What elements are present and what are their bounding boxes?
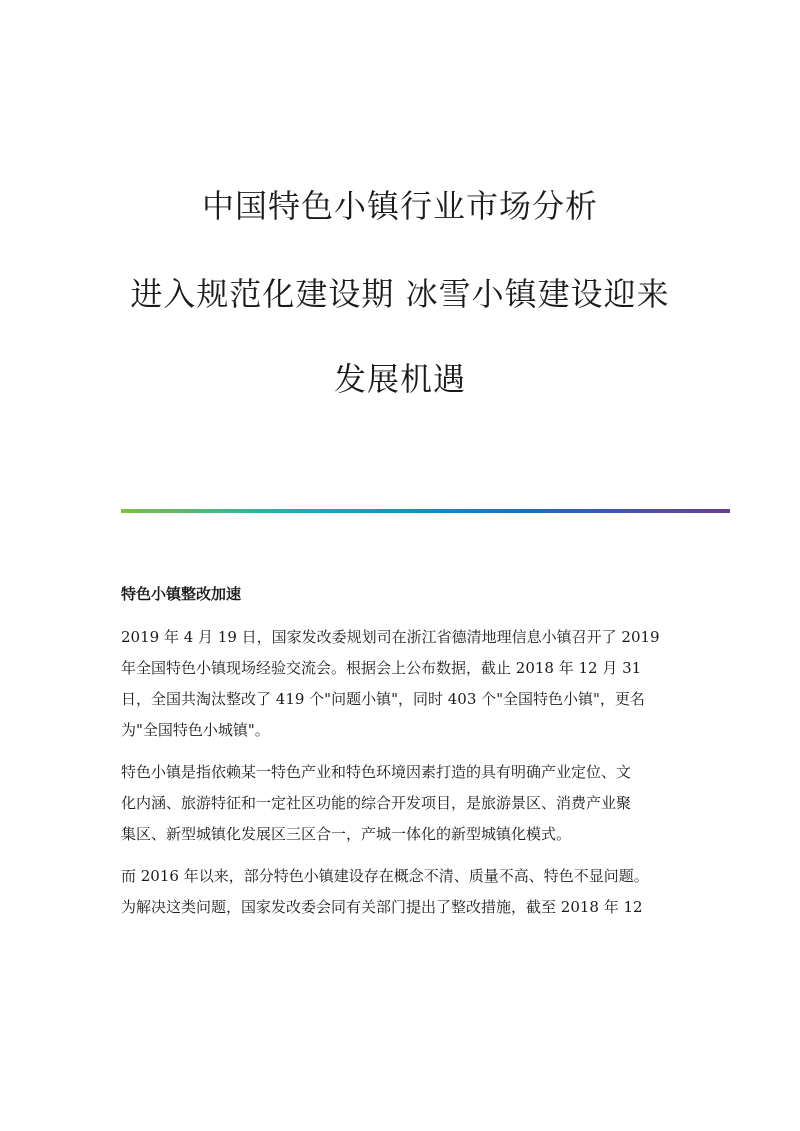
title-line-3: 发展机遇	[333, 360, 466, 398]
paragraph-line: 为解决这类问题，国家发改委会同有关部门提出了整改措施，截至 2018 年 12	[121, 898, 643, 916]
paragraph-line: 2019 年 4 月 19 日，国家发改委规划司在浙江省德清地理信息小镇召开了 2019	[121, 628, 660, 646]
section-heading: 特色小镇整改加速	[121, 585, 242, 603]
gradient-divider	[121, 509, 730, 513]
document-body	[121, 580, 676, 934]
paragraph-3	[121, 861, 676, 923]
paragraph-line: 年全国特色小镇现场经验交流会。根据会上公布数据，截止 2018 年 12 月 31	[121, 659, 642, 677]
document-title	[0, 186, 800, 399]
paragraph-line: 为"全国特色小城镇"。	[121, 721, 270, 739]
paragraph-line: 化内涵、旅游特征和一定社区功能的综合开发项目，是旅游景区、消费产业聚	[121, 794, 632, 812]
title-line-1: 中国特色小镇行业市场分析	[201, 187, 598, 225]
paragraph-line: 而 2016 年以来，部分特色小镇建设存在概念不清、质量不高、特色不显问题。	[121, 867, 649, 885]
paragraph-line: 特色小镇是指依赖某一特色产业和特色环境因素打造的具有明确产业定位、文	[121, 763, 632, 781]
paragraph-1	[121, 622, 676, 746]
paragraph-line: 日，全国共淘汰整改了 419 个"问题小镇"，同时 403 个"全国特色小镇"，更名	[121, 690, 645, 708]
title-line-2: 进入规范化建设期 冰雪小镇建设迎来	[130, 275, 670, 313]
paragraph-line: 集区、新型城镇化发展区三区合一，产城一体化的新型城镇化模式。	[121, 825, 572, 843]
paragraph-2	[121, 757, 676, 850]
